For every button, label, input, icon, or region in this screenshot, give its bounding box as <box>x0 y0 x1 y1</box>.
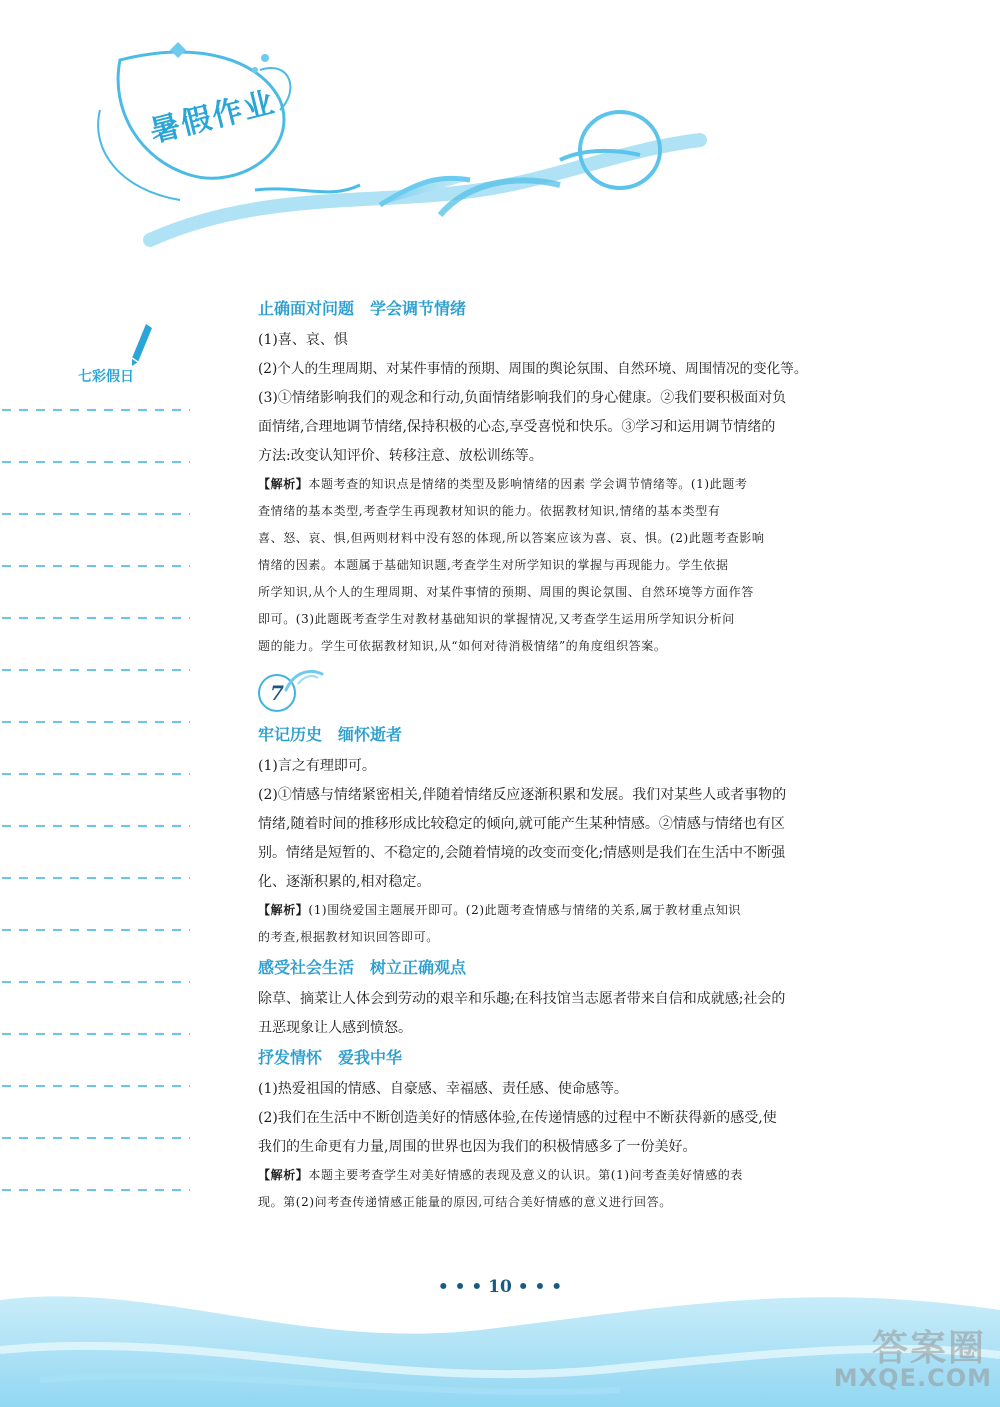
section-heading-society: 感受社会生活 树立正确观点 <box>258 958 467 977</box>
analysis-line: 的考查,根据教材知识回答即可。 <box>258 930 439 944</box>
lesson-number-badge: 7 <box>258 674 296 712</box>
analysis-line: 即可。(3)此题既考查学生对教材基础知识的掌握情况,又考查学生运用所学知识分析问 <box>258 612 735 626</box>
watermark-cn: 答案圈 <box>871 1328 986 1369</box>
analysis-line: 【解析】(1)围绕爱国主题展开即可。(2)此题考查情感与情绪的关系,属于教材重点知识 <box>258 903 742 917</box>
sidebar-ruled-lines <box>0 0 200 1407</box>
analysis-tag: 【解析】 <box>258 903 309 917</box>
answer-line: 面情绪,合理地调节情绪,保持积极的心态,享受喜悦和快乐。③学习和运用调节情绪的 <box>258 419 776 435</box>
answer-line: 丑恶现象让人感到愤怒。 <box>258 1020 412 1036</box>
watermark-en: MXQE.COM <box>833 1364 992 1392</box>
badge-swirl-decoration <box>284 666 324 696</box>
analysis-line: 情绪的因素。本题属于基础知识题,考查学生对所学知识的掌握与再现能力。学生依据 <box>258 558 729 572</box>
page-number: • • • 10 • • • <box>437 1277 563 1297</box>
analysis-tag: 【解析】 <box>258 477 309 491</box>
answer-line: (3)①情绪影响我们的观念和行动,负面情绪影响我们的身心健康。②我们要积极面对负 <box>258 390 787 406</box>
answer-line: 方法:改变认知评价、转移注意、放松训练等。 <box>258 448 543 464</box>
section-heading-emotions: 止确面对问题 学会调节情绪 <box>258 299 467 318</box>
answer-line: 别。情绪是短暂的、不稳定的,会随着情境的改变而变化;情感则是我们在生活中不断强 <box>258 845 786 861</box>
section-heading-history: 牢记历史 缅怀逝者 <box>258 725 403 744</box>
analysis-line: 【解析】本题考查的知识点是情绪的类型及影响情绪的因素 学会调节情绪等。(1)此题考 <box>258 477 748 491</box>
answer-line: 化、逐渐积累的,相对稳定。 <box>258 874 431 890</box>
sidebar-label: 七彩假日 <box>78 369 134 385</box>
answer-content <box>258 296 886 1216</box>
watermark-logo <box>808 1318 998 1398</box>
answer-line: (1)喜、哀、惧 <box>258 332 348 348</box>
answer-line: 除草、摘菜让人体会到劳动的艰辛和乐趣;在科技馆当志愿者带来自信和成就感;社会的 <box>258 991 786 1007</box>
answer-line: 情绪,随着时间的推移形成比较稳定的倾向,就可能产生某种情感。②情感与情绪也有区 <box>258 816 785 832</box>
header-title: 暑假作业 <box>146 84 280 150</box>
answer-line: (1)热爱祖国的情感、自豪感、幸福感、责任感、使命感等。 <box>258 1081 628 1097</box>
answer-line: (1)言之有理即可。 <box>258 758 376 774</box>
analysis-line: 【解析】本题主要考查学生对美好情感的表现及意义的认识。第(1)问考查美好情感的表 <box>258 1168 744 1182</box>
analysis-line: 喜、怒、哀、惧,但两则材料中没有怒的体现,所以答案应该为喜、哀、惧。(2)此题考查影响 <box>258 531 765 545</box>
analysis-line: 题的能力。学生可依据教材知识,从“如何对待消极情绪”的角度组织答案。 <box>258 639 667 653</box>
lesson-badge-row <box>258 672 886 722</box>
analysis-line: 现。第(2)问考查传递情感正能量的原因,可结合美好情感的意义进行回答。 <box>258 1195 672 1209</box>
answer-line: 我们的生命更有力量,周围的世界也因为我们的积极情感多了一份美好。 <box>258 1139 697 1155</box>
analysis-line: 查情绪的基本类型,考查学生再现教材知识的能力。依据教材知识,情绪的基本类型有 <box>258 504 721 518</box>
answer-line: (2)我们在生活中不断创造美好的情感体验,在传递情感的过程中不断获得新的感受,使 <box>258 1110 777 1126</box>
section-heading-patriotism: 抒发情怀 爱我中华 <box>258 1048 403 1067</box>
answer-line: (2)①情感与情绪紧密相关,伴随着情绪反应逐渐积累和发展。我们对某些人或者事物的 <box>258 787 787 803</box>
answer-line: (2)个人的生理周期、对某件事情的预期、周围的舆论氛围、自然环境、周围情况的变化等。 <box>258 361 808 377</box>
analysis-tag: 【解析】 <box>258 1168 309 1182</box>
analysis-line: 所学知识,从个人的生理周期、对某件事情的预期、周围的舆论氛围、自然环境等方面作答 <box>258 585 754 599</box>
